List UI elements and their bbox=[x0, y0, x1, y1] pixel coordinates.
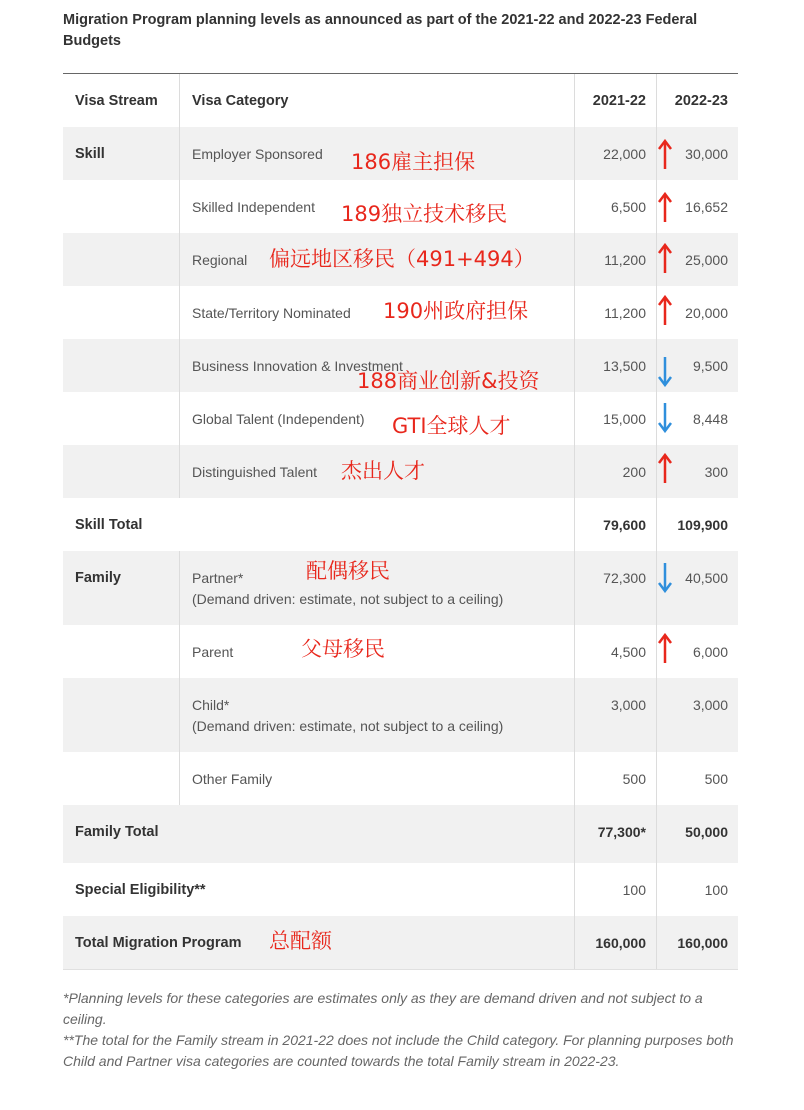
table-row bbox=[63, 286, 738, 339]
up-arrow-icon bbox=[657, 192, 673, 224]
chinese-annotation: 186雇主担保 bbox=[351, 150, 476, 174]
down-arrow-icon bbox=[657, 401, 673, 433]
value-2021-22: 22,000 bbox=[603, 146, 646, 162]
down-arrow-icon bbox=[657, 561, 673, 593]
up-arrow-icon bbox=[657, 243, 673, 275]
category-cell: Skilled Independent bbox=[192, 199, 315, 215]
header-visa-category: Visa Category bbox=[192, 93, 289, 109]
category-cell: State/Territory Nominated bbox=[192, 305, 351, 321]
value-2022-23: 50,000 bbox=[685, 824, 728, 840]
grand-total-cell: Total Migration Program bbox=[75, 935, 242, 951]
up-arrow-icon bbox=[657, 295, 673, 327]
value-2022-23: 16,652 bbox=[685, 199, 728, 215]
category-cell: Global Talent (Independent) bbox=[192, 411, 365, 427]
value-2022-23: 20,000 bbox=[685, 305, 728, 321]
category-cell: Child* bbox=[192, 697, 230, 713]
value-2021-22: 500 bbox=[622, 771, 646, 787]
stream-cell: Skill bbox=[75, 146, 105, 162]
down-arrow-icon bbox=[657, 355, 673, 387]
value-2021-22: 11,200 bbox=[604, 305, 646, 321]
value-2021-22: 13,500 bbox=[603, 358, 646, 374]
value-2021-22: 100 bbox=[622, 882, 646, 898]
category-note: (Demand driven: estimate, not subject to a ceiling) bbox=[192, 718, 504, 734]
chinese-annotation: 188商业创新&投资 bbox=[357, 369, 540, 393]
value-2021-22: 15,000 bbox=[603, 411, 646, 427]
chinese-annotation: 总配额 bbox=[269, 929, 332, 953]
category-cell: Distinguished Talent bbox=[192, 464, 318, 480]
table-row bbox=[63, 233, 738, 286]
header-2021-22: 2021-22 bbox=[592, 93, 646, 109]
table-row bbox=[63, 678, 738, 752]
stream-total-cell: Skill Total bbox=[75, 517, 143, 533]
value-2022-23: 6,000 bbox=[692, 644, 728, 660]
value-2021-22: 6,500 bbox=[610, 199, 646, 215]
value-2022-23: 8,448 bbox=[692, 411, 728, 427]
up-arrow-icon bbox=[657, 453, 673, 485]
value-2022-23: 3,000 bbox=[692, 697, 728, 713]
table-row bbox=[63, 498, 738, 551]
table-row bbox=[63, 625, 738, 678]
migration-table bbox=[63, 73, 738, 970]
category-cell: Partner* bbox=[192, 570, 244, 586]
value-2021-22: 11,200 bbox=[604, 252, 646, 268]
category-cell: Business Innovation & Investment bbox=[192, 358, 403, 374]
chinese-annotation: 190州政府担保 bbox=[383, 299, 529, 323]
up-arrow-icon bbox=[657, 139, 673, 171]
value-2021-22: 200 bbox=[622, 464, 646, 480]
chinese-annotation: GTI全球人才 bbox=[392, 414, 511, 438]
chinese-annotation: 杰出人才 bbox=[341, 459, 425, 483]
value-2021-22: 79,600 bbox=[603, 517, 646, 533]
value-2022-23: 9,500 bbox=[692, 358, 728, 374]
chinese-annotation: 配偶移民 bbox=[306, 559, 390, 583]
table-row bbox=[63, 805, 738, 863]
value-2022-23: 160,000 bbox=[677, 935, 728, 951]
value-2021-22: 160,000 bbox=[595, 935, 646, 951]
table-row bbox=[63, 339, 738, 392]
category-note: (Demand driven: estimate, not subject to a ceiling) bbox=[192, 591, 504, 607]
table-row bbox=[63, 916, 738, 970]
table-row bbox=[63, 127, 738, 180]
footnote: *Planning levels for these categories are estimates only as they are demand driven and not subject to a ceiling. bbox=[63, 990, 703, 1027]
value-2022-23: 300 bbox=[704, 464, 728, 480]
table-row bbox=[63, 180, 738, 233]
value-2022-23: 500 bbox=[704, 771, 728, 787]
header-visa-stream: Visa Stream bbox=[75, 93, 158, 109]
table-row bbox=[63, 392, 738, 445]
stream-cell: Family bbox=[75, 570, 121, 586]
footnote: **The total for the Family stream in 2021-22 does not include the Child category. For planning purposes both Child and Partner visa categories are counted towards the total Family stream in 2022-23. bbox=[63, 1032, 734, 1069]
table-row bbox=[63, 551, 738, 625]
table-header-row bbox=[63, 74, 738, 127]
chinese-annotation: 偏远地区移民（491+494） bbox=[269, 247, 535, 271]
chinese-annotation: 父母移民 bbox=[301, 637, 385, 661]
up-arrow-icon bbox=[657, 633, 673, 665]
category-cell: Parent bbox=[192, 644, 234, 660]
value-2021-22: 72,300 bbox=[603, 570, 646, 586]
footnotes bbox=[63, 988, 743, 1072]
category-cell: Regional bbox=[192, 252, 248, 268]
category-cell: Other Family bbox=[192, 771, 273, 787]
value-2022-23: 109,900 bbox=[677, 517, 728, 533]
header-2022-23: 2022-23 bbox=[674, 93, 728, 109]
value-2022-23: 25,000 bbox=[685, 252, 728, 268]
stream-cell: Special Eligibility** bbox=[75, 882, 206, 898]
table-row bbox=[63, 752, 738, 805]
category-cell: Employer Sponsored bbox=[192, 146, 323, 162]
chinese-annotation: 189独立技术移民 bbox=[341, 202, 508, 226]
value-2021-22: 77,300* bbox=[597, 824, 646, 840]
table-row bbox=[63, 445, 738, 498]
stream-total-cell: Family Total bbox=[75, 824, 159, 840]
value-2021-22: 3,000 bbox=[610, 697, 646, 713]
value-2022-23: 100 bbox=[704, 882, 728, 898]
value-2021-22: 4,500 bbox=[610, 644, 646, 660]
page-title: Migration Program planning levels as announced as part of the 2021-22 and 2022-23 Federal Budgets bbox=[63, 12, 698, 49]
table-row bbox=[63, 863, 738, 916]
value-2022-23: 30,000 bbox=[685, 146, 728, 162]
value-2022-23: 40,500 bbox=[685, 570, 728, 586]
